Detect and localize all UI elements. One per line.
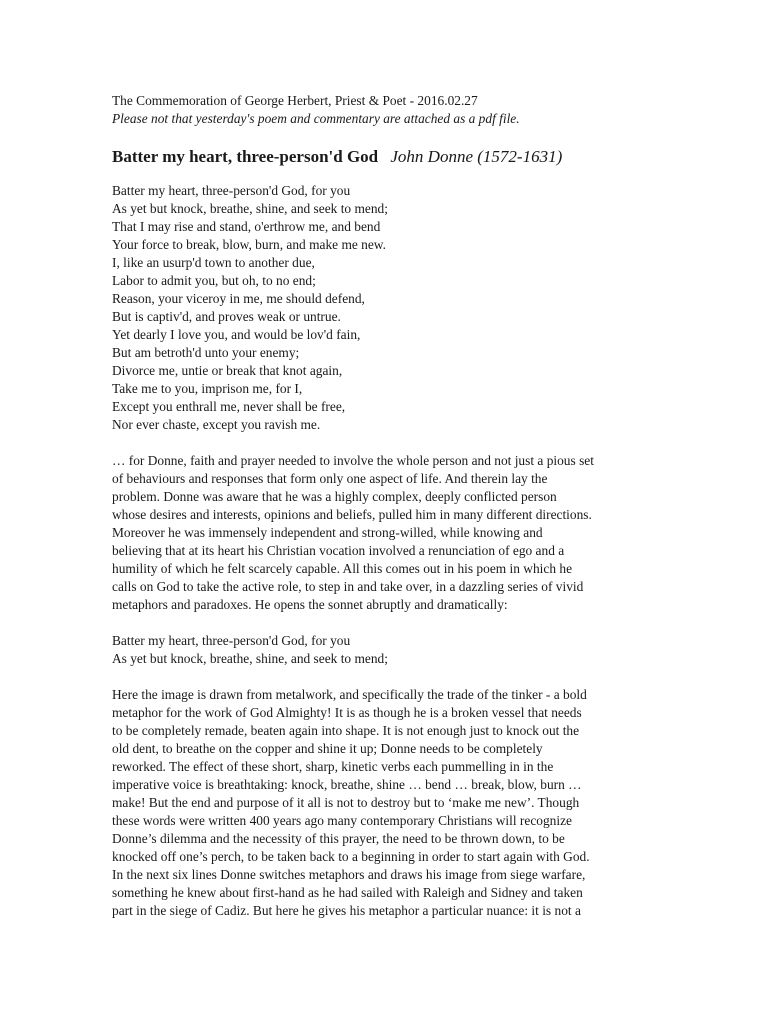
poem-line: Nor ever chaste, except you ravish me.	[112, 417, 321, 432]
poem-line: Yet dearly I love you, and would be lov'd fain,	[112, 327, 361, 342]
commentary-line: humility of which he felt scarcely capable. All this comes out in his poem in which he	[112, 561, 573, 576]
poem-line: Labor to admit you, but oh, to no end;	[112, 273, 316, 288]
poem-line: Reason, your viceroy in me, me should defend,	[112, 291, 365, 306]
document-heading: The Commemoration of George Herbert, Priest & Poet - 2016.02.27	[112, 93, 478, 108]
commentary-line: of behaviours and responses that form only one aspect of life. And therein lay the	[112, 471, 548, 486]
commentary-line: believing that at its heart his Christian vocation involved a renunciation of ego and a	[112, 543, 565, 558]
quote-line: Batter my heart, three-person'd God, for you	[112, 633, 351, 648]
poem-line: Divorce me, untie or break that knot again,	[112, 363, 343, 378]
commentary-line: In the next six lines Donne switches metaphors and draws his image from siege warfare,	[112, 867, 586, 882]
poem-line: Take me to you, imprison me, for I,	[112, 381, 303, 396]
poem-line: I, like an usurp'd town to another due,	[112, 255, 315, 270]
commentary-line: make! But the end and purpose of it all is not to destroy but to ‘make me new’. Though	[112, 795, 580, 810]
commentary-line: … for Donne, faith and prayer needed to involve the whole person and not just a pious set	[112, 453, 594, 468]
quote-line: As yet but knock, breathe, shine, and seek to mend;	[112, 651, 388, 666]
commentary-line: calls on God to take the active role, to step in and take over, in a dazzling series of vivid	[112, 579, 584, 594]
commentary-line: imperative voice is breathtaking: knock, breathe, shine … bend … break, blow, burn …	[112, 777, 582, 792]
commentary-line: these words were written 400 years ago many contemporary Christians will recognize	[112, 813, 572, 828]
commentary-line: old dent, to breathe on the copper and shine it up; Donne needs to be completely	[112, 741, 543, 756]
poem-title: Batter my heart, three-person'd God	[112, 147, 379, 166]
poem-line: That I may rise and stand, o'erthrow me, and bend	[112, 219, 381, 234]
commentary-paragraph-2	[112, 686, 672, 920]
document-page	[112, 92, 672, 920]
poem-author: John Donne (1572-1631)	[390, 147, 563, 166]
attachment-note: Please not that yesterday's poem and commentary are attached as a pdf file.	[112, 111, 520, 126]
poem-line: Batter my heart, three-person'd God, for you	[112, 183, 351, 198]
commentary-line: Donne’s dilemma and the necessity of this prayer, the need to be thrown down, to be	[112, 831, 565, 846]
commentary-line: Here the image is drawn from metalwork, and specifically the trade of the tinker - a bold	[112, 687, 587, 702]
poem-line: Except you enthrall me, never shall be free,	[112, 399, 346, 414]
commentary-line: part in the siege of Cadiz. But here he gives his metaphor a particular nuance: it is not a	[112, 903, 581, 918]
commentary-line: metaphors and paradoxes. He opens the sonnet abruptly and dramatically:	[112, 597, 508, 612]
poem-line: But is captiv'd, and proves weak or untrue.	[112, 309, 341, 324]
commentary-line: metaphor for the work of God Almighty! It is as though he is a broken vessel that needs	[112, 705, 582, 720]
commentary-line: whose desires and interests, opinions and beliefs, pulled him in many different directions.	[112, 507, 592, 522]
spacer	[112, 434, 672, 452]
poem-line: But am betroth'd unto your enemy;	[112, 345, 300, 360]
quoted-lines	[112, 632, 672, 668]
poem-text	[112, 182, 672, 434]
commentary-line: Moreover he was immensely independent and strong-willed, while knowing and	[112, 525, 543, 540]
poem-title-row	[112, 146, 672, 168]
commentary-paragraph-1	[112, 452, 672, 614]
commentary-line: problem. Donne was aware that he was a highly complex, deeply conflicted person	[112, 489, 557, 504]
spacer	[112, 614, 672, 632]
commentary-line: something he knew about first-hand as he had sailed with Raleigh and Sidney and taken	[112, 885, 583, 900]
commentary-line: knocked off one’s perch, to be taken back to a beginning in order to start again with God.	[112, 849, 590, 864]
spacer	[112, 668, 672, 686]
commentary-line: reworked. The effect of these short, sharp, kinetic verbs each pummelling in in the	[112, 759, 554, 774]
poem-line: As yet but knock, breathe, shine, and seek to mend;	[112, 201, 388, 216]
poem-line: Your force to break, blow, burn, and make me new.	[112, 237, 386, 252]
commentary-line: to be completely remade, beaten again into shape. It is not enough just to knock out the	[112, 723, 580, 738]
